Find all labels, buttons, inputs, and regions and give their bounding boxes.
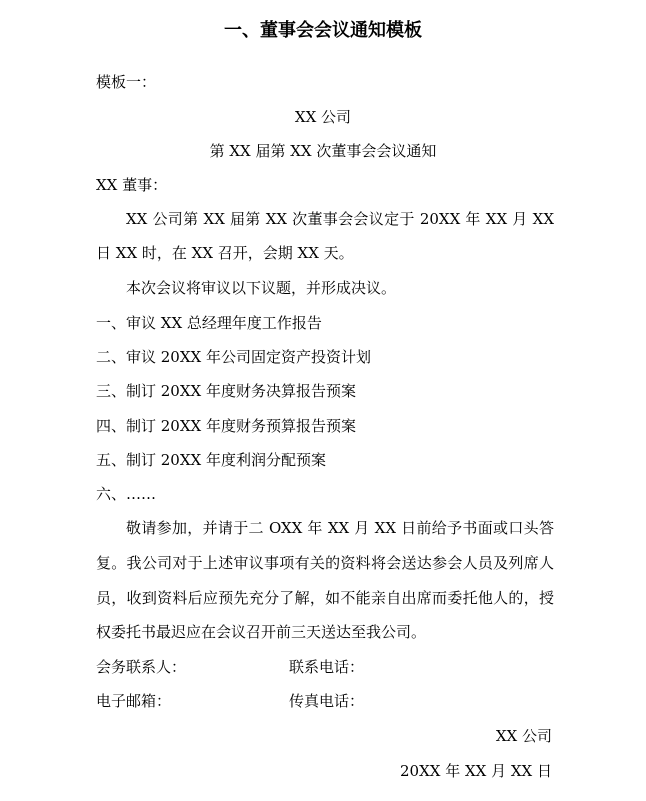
intro-line-1: XX 公司第 XX 届第 XX 次董事会会议定于 20XX 年 XX 月 XX [126, 210, 554, 228]
notice-title: 第 XX 届第 XX 次董事会会议通知 [209, 142, 437, 160]
agenda-item: 六、…… [96, 485, 157, 503]
agenda-item: 五、制订 20XX 年度利润分配预案 [96, 451, 326, 469]
signature-date: 20XX 年 XX 月 XX 日 [400, 762, 552, 780]
closing-line-2: 复。我公司对于上述审议事项有关的资料将会送达参会人员及列席人 [96, 554, 554, 572]
agenda-item: 一、审议 XX 总经理年度工作报告 [96, 314, 322, 332]
contact-person-label: 会务联系人： [96, 658, 187, 676]
agenda-item: 四、制订 20XX 年度财务预算报告预案 [96, 417, 356, 435]
template-label: 模板一： [96, 73, 157, 91]
salutation: XX 董事： [96, 176, 168, 194]
page-title: 一、董事会会议通知模板 [224, 20, 422, 41]
closing-line-1: 敬请参加，并请于二 OXX 年 XX 月 XX 日前给予书面或口头答 [126, 519, 554, 537]
agenda-item: 二、审议 20XX 年公司固定资产投资计划 [96, 348, 371, 366]
closing-line-3: 员，收到资料后应预先充分了解，如不能亲自出席而委托他人的，授 [96, 589, 554, 607]
closing-line-4: 权委托书最迟应在会议召开前三天送达至我公司。 [96, 623, 427, 641]
intro-line-2: 日 XX 时，在 XX 召开，会期 XX 天。 [96, 244, 354, 262]
agenda-intro: 本次会议将审议以下议题，并形成决议。 [126, 279, 397, 297]
company-name: XX 公司 [294, 108, 352, 126]
fax-label: 传真电话： [289, 692, 365, 710]
signature-company: XX 公司 [495, 727, 552, 745]
email-label: 电子邮箱： [96, 692, 172, 710]
agenda-item: 三、制订 20XX 年度财务决算报告预案 [96, 382, 356, 400]
contact-phone-label: 联系电话： [289, 658, 365, 676]
